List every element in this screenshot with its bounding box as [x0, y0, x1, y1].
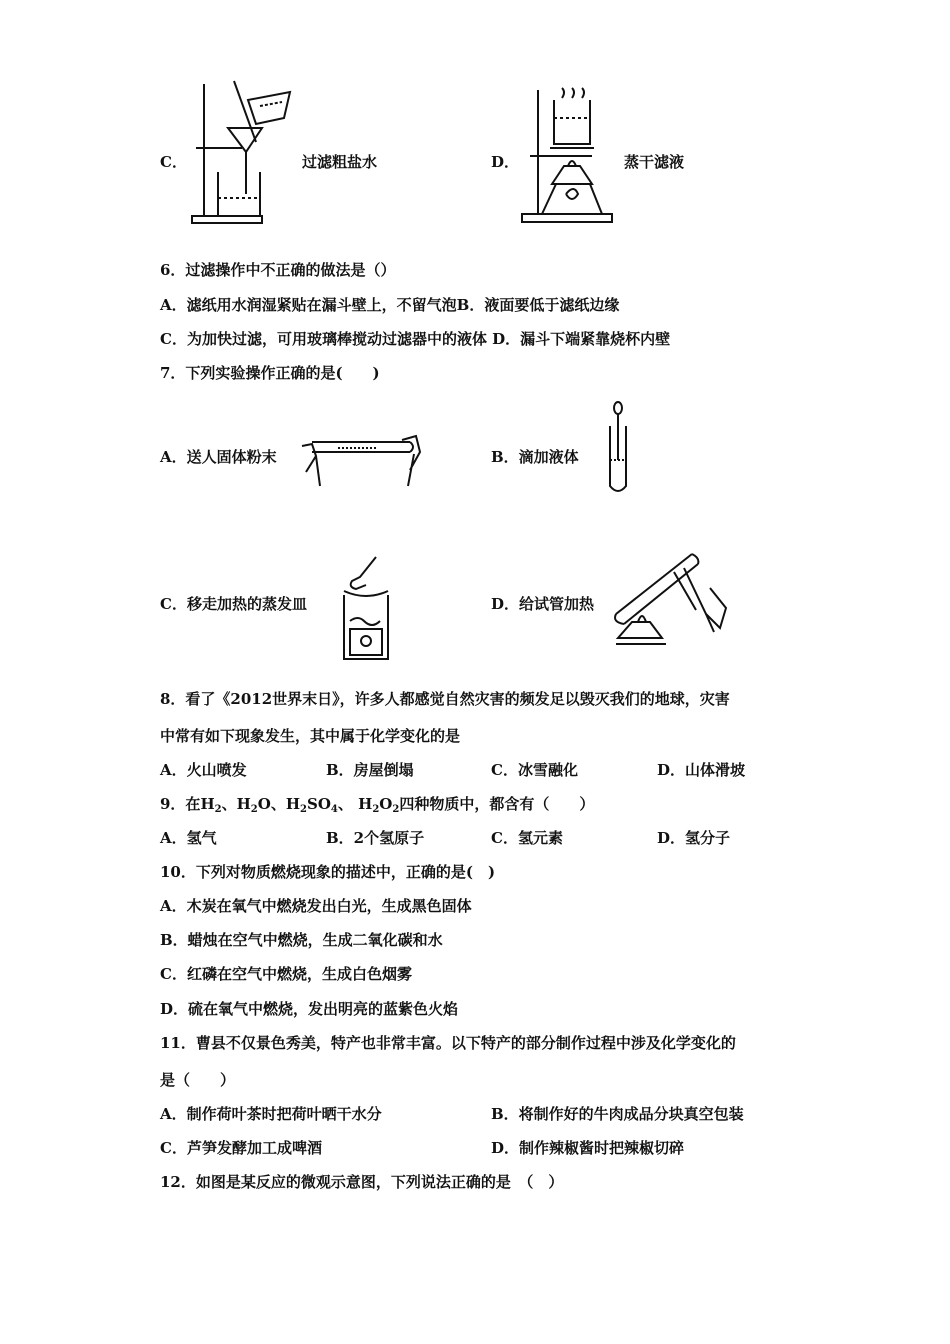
q9-option-d: D．氢分子 [657, 829, 731, 847]
formula-h2: $H_2$ [200, 795, 222, 815]
q10-option-b: B．蜡烛在空气中燃烧，生成二氧化碳和水 [160, 931, 443, 949]
dropper-test-tube-icon [605, 400, 631, 495]
evaporating-dish-hand-icon [330, 555, 400, 663]
q5-option-c-letter: C． [160, 153, 187, 171]
q8-stem-line2: 中常有如下现象发生，其中属于化学变化的是 [160, 727, 461, 745]
test-tube-powder-icon [298, 432, 423, 490]
q7-option-d: D．给试管加热 [491, 595, 595, 613]
q5-option-c-label: 过滤粗盐水 [302, 153, 378, 171]
heating-test-tube-icon [610, 548, 730, 656]
filtration-apparatus-icon [190, 76, 305, 226]
q9-prefix: 9．在 [160, 795, 201, 813]
q7-option-a: A．送人固体粉末 [160, 448, 277, 466]
q12-stem: 12．如图是某反应的微观示意图，下列说法正确的是 （ ） [160, 1173, 564, 1191]
formula-h2so4: $H_2SO_4$ [285, 795, 338, 815]
q9-suffix: 四种物质中，都含有（ ） [399, 795, 595, 813]
evaporation-apparatus-icon [520, 86, 615, 226]
formula-h2o2: $H_2O_2$ [358, 795, 400, 815]
q8-option-d: D．山体滑坡 [657, 761, 746, 779]
q7-stem: 7．下列实验操作正确的是( ) [160, 364, 380, 382]
q8-option-c: C．冰雪融化 [491, 761, 578, 779]
q11-option-c: C．芦笋发酵加工成啤酒 [160, 1139, 322, 1157]
q5-option-d-letter: D． [491, 153, 520, 171]
q9-stem: 9．在$H_2$、$H_2O$、$H_2SO_4$、 $H_2O_2$四种物质中，都含有（ ） [160, 795, 595, 815]
q11-option-b: B．将制作好的牛肉成品分块真空包装 [491, 1105, 744, 1123]
q8-option-a: A．火山喷发 [160, 761, 247, 779]
q6-options-line2: C．为加快过滤，可用玻璃棒搅动过滤器中的液体 D．漏斗下端紧靠烧杯内壁 [160, 330, 671, 348]
q8-stem-line1: 8．看了《2012世界末日》，许多人都感觉自然灾害的频发足以毁灭我们的地球，灾害 [160, 690, 730, 708]
q9-option-b: B．2个氢原子 [326, 829, 425, 847]
q6-stem: 6．过滤操作中不正确的做法是（） [160, 261, 396, 279]
q8-option-b: B．房屋倒塌 [326, 761, 414, 779]
q7-option-b: B．滴加液体 [491, 448, 579, 466]
q7-option-c: C．移走加热的蒸发皿 [160, 595, 307, 613]
q11-stem-line1: 11．曹县不仅景色秀美，特产也非常丰富。以下特产的部分制作过程中涉及化学变化的 [160, 1034, 736, 1052]
q9-option-c: C．氢元素 [491, 829, 563, 847]
q10-option-d: D．硫在氧气中燃烧，发出明亮的蓝紫色火焰 [160, 1000, 459, 1018]
q11-option-a: A．制作荷叶茶时把荷叶晒干水分 [160, 1105, 382, 1123]
q5-option-d-label: 蒸干滤液 [624, 153, 685, 171]
q11-stem-line2: 是（ ） [160, 1071, 236, 1089]
q6-options-line1: A．滤纸用水润湿紧贴在漏斗壁上，不留气泡B．液面要低于滤纸边缘 [160, 296, 620, 314]
q10-stem: 10．下列对物质燃烧现象的描述中，正确的是( ) [160, 863, 496, 881]
q11-option-d: D．制作辣椒酱时把辣椒切碎 [491, 1139, 685, 1157]
q10-option-a: A．木炭在氧气中燃烧发出白光，生成黑色固体 [160, 897, 472, 915]
q10-option-c: C．红磷在空气中燃烧，生成白色烟雾 [160, 965, 412, 983]
formula-h2o: $H_2O$ [236, 795, 271, 815]
q9-option-a: A．氢气 [160, 829, 217, 847]
